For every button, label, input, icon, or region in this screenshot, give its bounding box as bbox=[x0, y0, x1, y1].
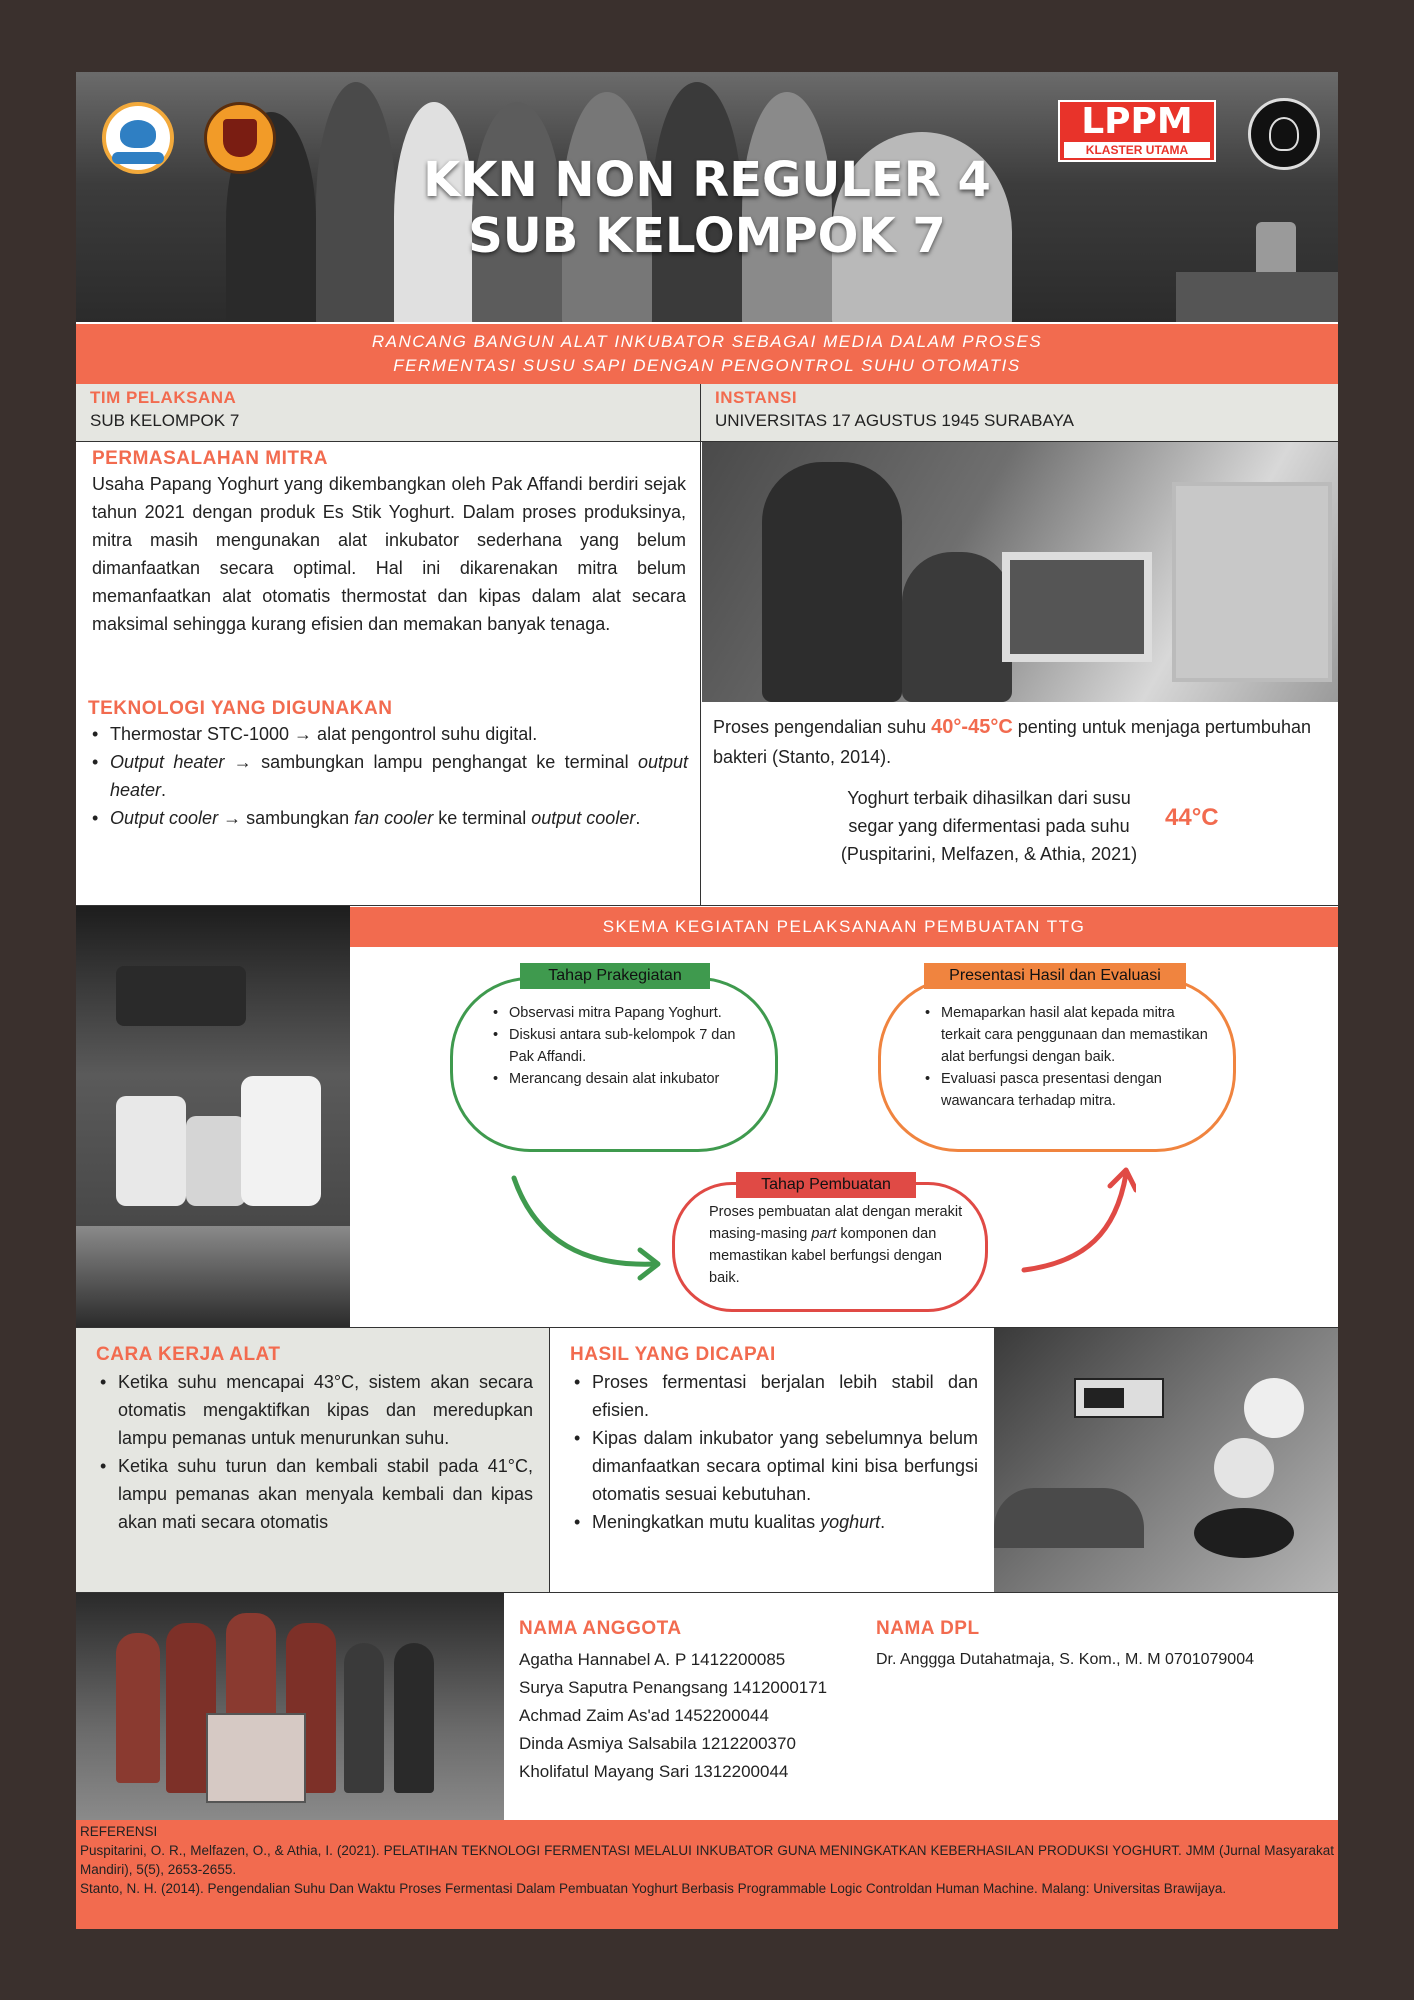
list-item: Kholifatul Mayang Sari 1312200044 bbox=[519, 1762, 789, 1781]
permasalahan-heading: PERMASALAHAN MITRA bbox=[92, 448, 328, 469]
instansi-box bbox=[701, 384, 1338, 441]
flow-arrow-red bbox=[1016, 1162, 1136, 1282]
person-silhouette bbox=[394, 1643, 434, 1793]
teknologi-heading: TEKNOLOGI YANG DIGUNAKAN bbox=[88, 698, 393, 719]
list-item: • Thermostar STC-1000 → alat pengontrol suhu digital. bbox=[88, 720, 688, 748]
tim-pelaksana-label: TIM PELAKSANA bbox=[90, 388, 237, 407]
milk-container bbox=[116, 1096, 186, 1206]
presentasi-list bbox=[921, 1002, 1211, 1112]
list-item: • Ketika suhu turun dan kembali stabil pada 41°C, lampu pemanas akan menyala kembali dan kipas akan mati secara otomatis bbox=[96, 1452, 533, 1536]
teknologi-list bbox=[88, 720, 688, 832]
prakegiatan-list bbox=[489, 1002, 749, 1090]
flow-arrow-green bbox=[506, 1172, 686, 1292]
list-item: Achmad Zaim As'ad 1452200044 bbox=[519, 1706, 769, 1725]
anggota-panel bbox=[519, 1618, 899, 1786]
list-item: Surya Saputra Penangsang 1412000171 bbox=[519, 1678, 828, 1697]
presentasi-bubble bbox=[878, 977, 1236, 1152]
hasil-heading: HASIL YANG DICAPAI bbox=[570, 1344, 776, 1365]
inspection-photo bbox=[702, 442, 1338, 702]
list-item: • Merancang desain alat inkubator bbox=[489, 1068, 749, 1090]
suhu-panel bbox=[713, 712, 1328, 902]
hand-silhouette bbox=[994, 1488, 1144, 1548]
incubator-interior-photo bbox=[76, 906, 350, 1328]
pembuatan-tag: Tahap Pembuatan bbox=[736, 1172, 916, 1198]
thermostat-wiring-photo bbox=[994, 1328, 1338, 1592]
list-item: • Memaparkan hasil alat kepada mitra terkait cara penggunaan dan memastikan alat berfungsi dengan baik. bbox=[921, 1002, 1211, 1068]
shelf-object bbox=[76, 1226, 350, 1328]
person-silhouette bbox=[902, 552, 1012, 702]
dpl-panel bbox=[876, 1618, 1336, 1674]
list-item: • Meningkatkan mutu kualitas yoghurt. bbox=[570, 1508, 978, 1536]
dpl-name: Dr. Anggga Dutahatmaja, S. Kom., M. M 0701079004 bbox=[876, 1651, 1254, 1668]
referensi-item: Puspitarini, O. R., Melfazen, O., & Athia, I. (2021). PELATIHAN TEKNOLOGI FERMENTASI MELALUI INKUBATOR GUNA MENINGKATKAN KEBERHASILAN PRODUKSI YOGHURT. JMM (Jurnal Masyarakat Mandiri), 5(5), 2653-2655. bbox=[80, 1843, 1334, 1877]
poster-title: KKN NON REGULER 4 SUB KELOMPOK 7 bbox=[423, 152, 991, 264]
person-silhouette bbox=[344, 1643, 384, 1793]
milk-container bbox=[241, 1076, 321, 1206]
prakegiatan-tag: Tahap Prakegiatan bbox=[520, 963, 710, 989]
left-info-panel bbox=[76, 442, 701, 905]
bulb-object bbox=[1244, 1378, 1304, 1438]
socket-object bbox=[1194, 1508, 1294, 1558]
list-item: Agatha Hannabel A. P 1412200085 bbox=[519, 1650, 786, 1669]
project-title-bar: RANCANG BANGUN ALAT INKUBATOR SEBAGAI MEDIA DALAM PROSES FERMENTASI SUSU SAPI DENGAN PENGONTROL SUHU OTOMATIS bbox=[76, 324, 1338, 384]
skema-title: SKEMA KEGIATAN PELAKSANAAN PEMBUATAN TTG bbox=[350, 907, 1338, 947]
list-item: • Evaluasi pasca presentasi dengan wawancara terhadap mitra. bbox=[921, 1068, 1211, 1112]
anggota-heading: NAMA ANGGOTA bbox=[519, 1618, 682, 1639]
dpl-heading: NAMA DPL bbox=[876, 1618, 980, 1639]
hasil-panel bbox=[550, 1328, 994, 1592]
team-photo bbox=[76, 1593, 504, 1820]
cabinet-object bbox=[1172, 482, 1332, 682]
counter-object bbox=[1176, 272, 1338, 322]
incubator-window bbox=[1002, 552, 1152, 662]
suhu-range-highlight: 40°-45°C bbox=[931, 716, 1013, 738]
person-silhouette bbox=[116, 1633, 160, 1783]
cara-kerja-list bbox=[96, 1368, 533, 1536]
list-item: • Diskusi antara sub-kelompok 7 dan Pak Affandi. bbox=[489, 1024, 749, 1068]
lppm-logo: LPPM KLASTER UTAMA bbox=[1058, 100, 1216, 162]
instansi-label: INSTANSI bbox=[715, 388, 798, 407]
institution-emblem-logo bbox=[1248, 98, 1320, 170]
tim-pelaksana-box bbox=[76, 384, 701, 441]
milk-container bbox=[186, 1116, 246, 1206]
pembuatan-text: Proses pembuatan alat dengan merakit masing-masing part komponen dan memastikan kabel berfungsi dengan baik. bbox=[709, 1204, 963, 1286]
presentasi-tag: Presentasi Hasil dan Evaluasi bbox=[924, 963, 1186, 989]
list-item: • Proses fermentasi berjalan lebih stabil dan efisien. bbox=[570, 1368, 978, 1424]
tim-pelaksana-value: SUB KELOMPOK 7 bbox=[90, 411, 240, 430]
anggota-list bbox=[519, 1646, 899, 1786]
cara-kerja-heading: CARA KERJA ALAT bbox=[96, 1344, 281, 1365]
list-item: • Kipas dalam inkubator yang sebelumnya belum dimanfaatkan secara optimal kini bisa berfungsi otomatis sesuai kebutuhan. bbox=[570, 1424, 978, 1508]
prakegiatan-bubble bbox=[450, 977, 778, 1152]
pembuatan-bubble bbox=[672, 1182, 988, 1312]
list-item: Dinda Asmiya Salsabila 1212200370 bbox=[519, 1734, 796, 1753]
incubator-box bbox=[206, 1713, 306, 1803]
person-silhouette bbox=[762, 462, 902, 702]
bulb-object bbox=[1214, 1438, 1274, 1498]
suhu-text-1: Proses pengendalian suhu 40°-45°C penting untuk menjaga pertumbuhan bakteri (Stanto, 2014). bbox=[713, 716, 1311, 767]
hasil-list bbox=[570, 1368, 978, 1536]
instansi-value: UNIVERSITAS 17 AGUSTUS 1945 SURABAYA bbox=[715, 411, 1075, 430]
cara-kerja-panel bbox=[76, 1328, 550, 1592]
list-item: • Observasi mitra Papang Yoghurt. bbox=[489, 1002, 749, 1024]
suhu-optimal-highlight: 44°C bbox=[1165, 804, 1219, 831]
referensi-heading: REFERENSI bbox=[80, 1824, 158, 1839]
poster bbox=[76, 72, 1338, 1929]
referensi-item: Stanto, N. H. (2014). Pengendalian Suhu Dan Waktu Proses Fermentasi Dalam Pembuatan Yoghurt Berbasis Programmable Logic Controldan Human Machine. Malang: Universitas Brawijaya. bbox=[80, 1881, 1227, 1896]
referensi-panel bbox=[76, 1820, 1338, 1929]
suhu-text-2: Yoghurt terbaik dihasilkan dari susu segar yang difermentasi pada suhu (Puspitarini, Melfazen, & Athia, 2021) bbox=[840, 788, 1138, 864]
list-item: • Ketika suhu mencapai 43°C, sistem akan secara otomatis mengaktifkan kipas dan meredupkan lampu pemanas untuk menurunkan suhu. bbox=[96, 1368, 533, 1452]
thermostat-device bbox=[1074, 1378, 1164, 1418]
permasalahan-text: Usaha Papang Yoghurt yang dikembangkan oleh Pak Affandi berdiri sejak tahun 2021 dengan produk Es Stik Yoghurt. Dalam proses produksinya, mitra masih mengunakan alat inkubator sederhana yang belum dimanfaatkan secara optimal. Hal ini dikarenakan mitra belum memanfaatkan alat otomatis thermostat dan kipas dalam alat secara maksimal sehingga kurang efisien dan memakan banyak tenaga. bbox=[92, 474, 686, 634]
header-group-photo bbox=[76, 72, 1338, 322]
list-item: • Output cooler → sambungkan fan cooler ke terminal output cooler. bbox=[88, 804, 688, 832]
list-item: • Output heater → sambungkan lampu penghangat ke terminal output heater. bbox=[88, 748, 688, 804]
fan-object bbox=[116, 966, 246, 1026]
